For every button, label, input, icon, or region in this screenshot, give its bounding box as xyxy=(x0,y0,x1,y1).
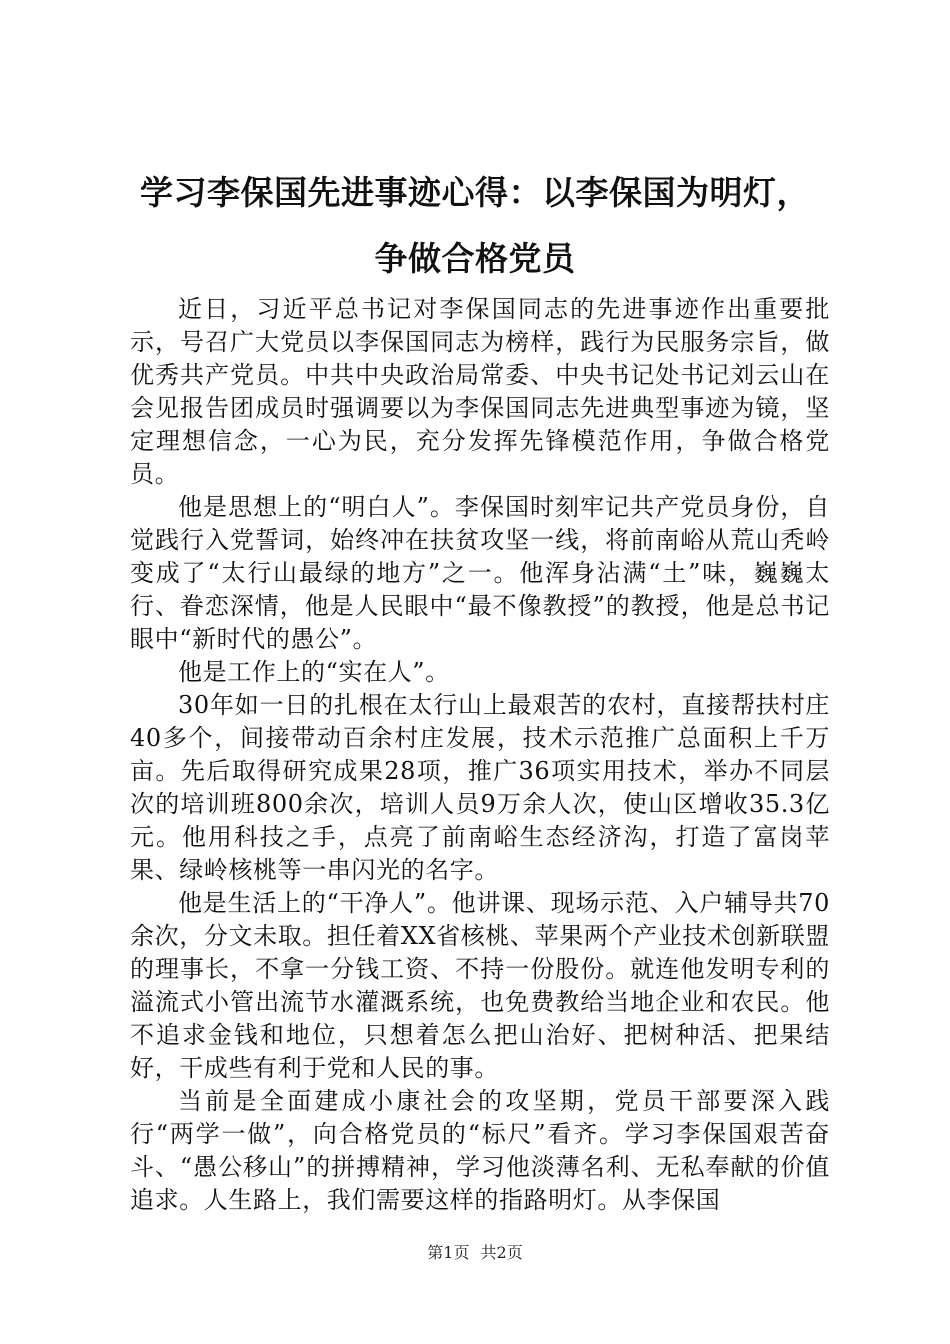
paragraph-mingbairen: 他是思想上的“明白人”。李保国时刻牢记共产党员身份，自觉践行入党誓词，始终冲在扶贫攻坚一线，将前南峪从荒山秃岭变成了“太行山最绿的地方”之一。他浑身沾满“土”味，巍巍太行、眷恋深情，他是人民眼中“最不像教授”的教授，他是总书记眼中“新时代的愚公”。 xyxy=(130,493,830,653)
page-number-current: 第1页 xyxy=(427,1243,470,1262)
page-footer xyxy=(0,1243,950,1263)
paragraph-shizairen-heading: 他是工作上的“实在人”。 xyxy=(178,658,450,686)
paragraph-ganjingren: 他是生活上的“干净人”。他讲课、现场示范、入户辅导共70余次，分文未取。担任着XX省核桃、苹果两个产业技术创新联盟的理事长，不拿一分钱工资、不持一份股份。就连他发明专利的溢流式小管出流节水灌溉系统，也免费教给当地企业和农民。他不追求金钱和地位，只想着怎么把山治好、把树种活、把果结好，干成些有利于党和人民的事。 xyxy=(130,889,830,1082)
document-body xyxy=(130,293,830,1217)
paragraph-conclusion: 当前是全面建成小康社会的攻坚期，党员干部要深入践行“两学一做”，向合格党员的“标尺”看齐。学习李保国艰苦奋斗、“愚公移山”的拼搏精神，学习他淡薄名利、无私奉献的价值追求。人生路上，我们需要这样的指路明灯。从李保国 xyxy=(130,1087,830,1214)
document-title xyxy=(118,160,832,292)
paragraph-shizairen: 30年如一日的扎根在太行山上最艰苦的农村，直接帮扶村庄40多个，间接带动百余村庄发展，技术示范推广总面积上千万亩。先后取得研究成果28项，推广36项实用技术，举办不同层次的培训班800余次，培训人员9万余人次，使山区增收35.3亿元。他用科技之手，点亮了前南峪生态经济沟，打造了富岗苹果、绿岭核桃等一串闪光的名字。 xyxy=(130,691,830,884)
page-number-total: 共2页 xyxy=(480,1243,523,1262)
title-line-2: 争做合格党员 xyxy=(374,239,576,278)
paragraph-intro: 近日，习近平总书记对李保国同志的先进事迹作出重要批示，号召广大党员以李保国同志为榜样，践行为民服务宗旨，做优秀共产党员。中共中央政治局常委、中央书记处书记刘云山在会见报告团成员时强调要以为李保国同志先进典型事迹为镜，坚定理想信念，一心为民，充分发挥先锋模范作用，争做合格党员。 xyxy=(130,295,830,488)
title-line-1: 学习李保国先进事迹心得：以李保国为明灯， xyxy=(140,173,810,212)
